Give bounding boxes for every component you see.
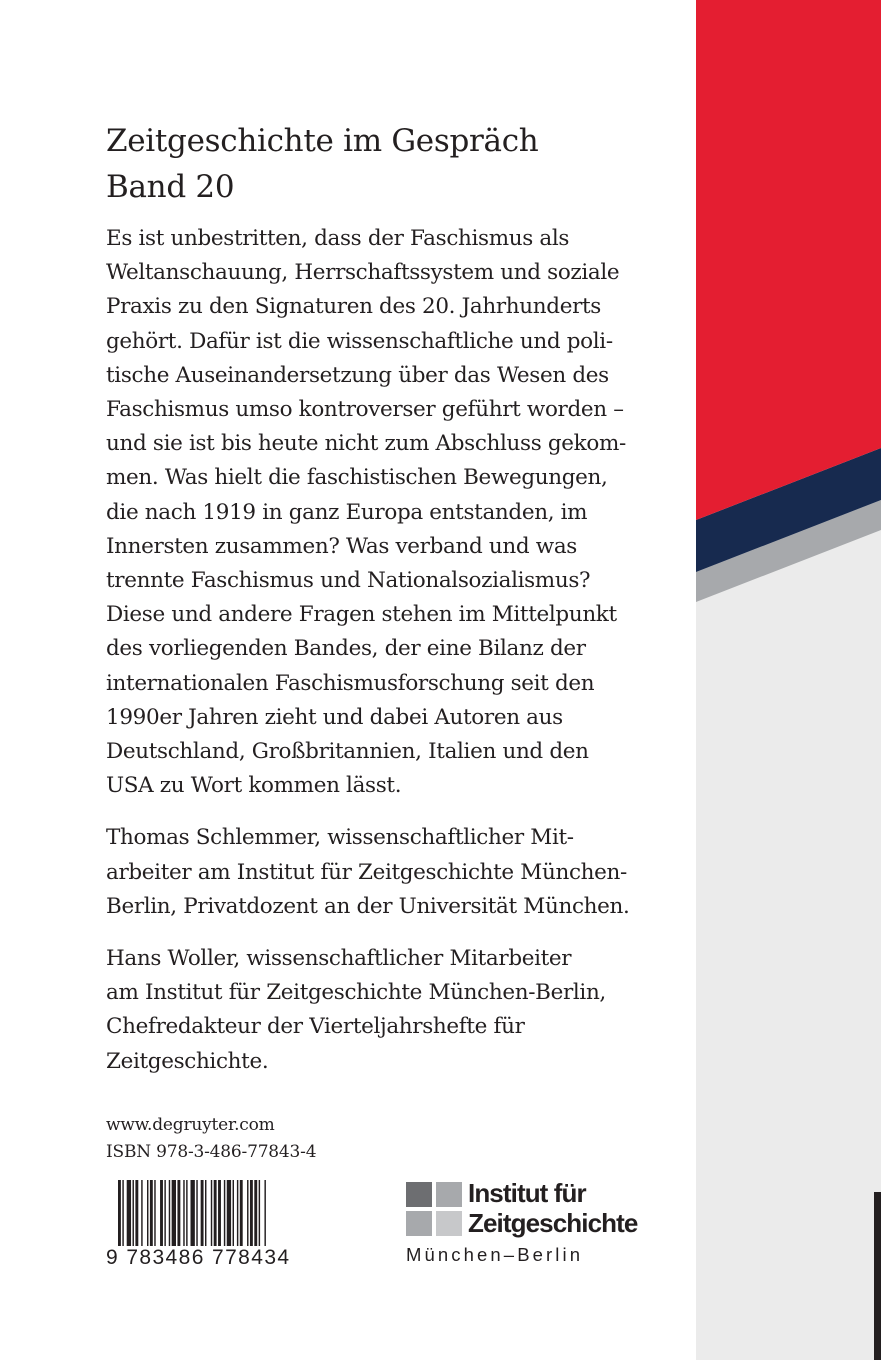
barcode-bar xyxy=(150,1180,153,1246)
barcode-bar xyxy=(214,1180,217,1246)
isbn-number: ISBN 978-3-486-77843-4 xyxy=(106,1142,317,1162)
barcode-bar xyxy=(264,1180,265,1246)
description-line: Weltanschauung, Herrschaftssystem und soziale xyxy=(106,260,620,286)
description-line: und sie ist bis heute nicht zum Abschluss gekom- xyxy=(106,431,626,457)
description-paragraph xyxy=(106,222,686,803)
barcode-bar xyxy=(177,1180,180,1246)
description-line: tische Auseinandersetzung über das Wesen des xyxy=(106,362,609,388)
barcode-bar xyxy=(169,1180,170,1246)
author-bio-line: Chefredakteur der Vierteljahrshefte für xyxy=(106,1014,525,1040)
spine-red-block xyxy=(696,0,881,520)
back-cover-text xyxy=(106,118,686,1097)
publisher-info xyxy=(106,1112,316,1166)
barcode-bar xyxy=(250,1180,253,1246)
barcode-bar xyxy=(201,1180,204,1246)
barcode-bar xyxy=(164,1180,165,1246)
barcode-digits: 9 783486 778434 xyxy=(106,1246,291,1269)
description-line: 1990er Jahren zieht und dabei Autoren aus xyxy=(106,704,563,730)
barcode-bar xyxy=(183,1180,184,1246)
author-bio-line: am Institut für Zeitgeschichte München-Berlin, xyxy=(106,980,606,1006)
author-bio-schlemmer xyxy=(106,821,686,924)
logo-text-institut: Institut für xyxy=(468,1178,586,1208)
barcode-bar xyxy=(118,1180,121,1246)
barcode-bar xyxy=(147,1180,148,1246)
description-line: Deutschland, Großbritannien, Italien und den xyxy=(106,739,589,765)
barcode-bar xyxy=(160,1180,163,1246)
barcode-bar xyxy=(133,1180,134,1246)
logo-squares-icon xyxy=(406,1182,464,1237)
isbn-barcode xyxy=(106,1178,321,1274)
barcode-bar xyxy=(237,1180,238,1246)
barcode-bar xyxy=(254,1180,257,1246)
barcode-bar xyxy=(127,1180,131,1246)
barcode-bar xyxy=(205,1180,206,1246)
barcode-bars xyxy=(118,1180,318,1246)
logo-text-location: München–Berlin xyxy=(406,1244,584,1265)
description-line: Praxis zu den Signaturen des 20. Jahrhunderts xyxy=(106,294,601,320)
barcode-bar xyxy=(186,1180,187,1246)
volume-number: Band 20 xyxy=(106,169,235,205)
author-bio-line: Hans Woller, wissenschaftlicher Mitarbeiter xyxy=(106,946,572,972)
cover-color-stripes xyxy=(696,0,881,1360)
description-line: internationalen Faschismusforschung seit den xyxy=(106,670,595,696)
description-line: USA zu Wort kommen lässt. xyxy=(106,773,402,799)
author-bio-line: Thomas Schlemmer, wissenschaftlicher Mit- xyxy=(106,825,574,851)
description-line: gehört. Dafür ist die wissenschaftliche und poli- xyxy=(106,328,613,354)
logo-square xyxy=(406,1182,432,1207)
barcode-bar xyxy=(154,1180,155,1246)
barcode-bar xyxy=(218,1180,221,1246)
barcode-bar xyxy=(135,1180,138,1246)
barcode-bar xyxy=(240,1180,243,1246)
author-bio-line: arbeiter am Institut für Zeitgeschichte München- xyxy=(106,859,627,885)
series-title: Zeitgeschichte im Gespräch xyxy=(106,123,539,159)
author-bio-line: Berlin, Privatdozent an der Universität München. xyxy=(106,893,630,919)
logo-square xyxy=(406,1211,432,1236)
logo-text-zeitgeschichte: Zeitgeschichte xyxy=(468,1208,638,1238)
barcode-bar xyxy=(247,1180,248,1246)
barcode-bar xyxy=(122,1180,123,1246)
logo-square xyxy=(436,1182,462,1207)
publisher-website: www.degruyter.com xyxy=(106,1115,275,1135)
edge-mark xyxy=(874,1192,881,1360)
barcode-bar xyxy=(141,1180,142,1246)
author-bio-line: Zeitgeschichte. xyxy=(106,1048,269,1074)
description-line: men. Was hielt die faschistischen Bewegungen, xyxy=(106,465,608,491)
barcode-bar xyxy=(172,1180,176,1246)
author-bio-woller xyxy=(106,942,686,1079)
description-line: Diese und andere Fragen stehen im Mittelpunkt xyxy=(106,602,617,628)
barcode-bar xyxy=(227,1180,231,1246)
barcode-bar xyxy=(196,1180,197,1246)
description-line: die nach 1919 in ganz Europa entstanden, im xyxy=(106,499,588,525)
logo-square xyxy=(436,1211,462,1236)
barcode-bar xyxy=(259,1180,260,1246)
description-line: des vorliegenden Bandes, der eine Bilanz der xyxy=(106,636,586,662)
barcode-bar xyxy=(191,1180,195,1246)
institute-logo xyxy=(406,1180,646,1280)
barcode-bar xyxy=(224,1180,225,1246)
barcode-bar xyxy=(233,1180,234,1246)
description-line: Innersten zusammen? Was verband und was xyxy=(106,533,577,559)
description-line: Es ist unbestritten, dass der Faschismus als xyxy=(106,226,570,251)
description-line: Faschismus umso kontroverser geführt worden – xyxy=(106,397,624,423)
barcode-bar xyxy=(211,1180,212,1246)
description-line: trennte Faschismus und Nationalsozialismus? xyxy=(106,568,591,594)
